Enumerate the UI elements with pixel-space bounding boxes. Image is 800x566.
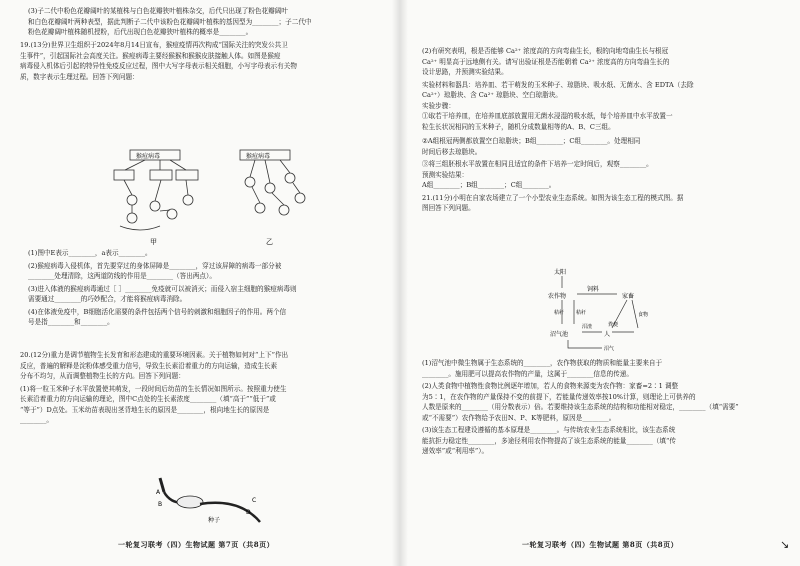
q18-part3: (3)子二代中粉色花瓣阔叶的某植株与白色花瓣狭叶植株杂交，后代只出现了粉色花瓣阔叶 和白色花瓣阔叶两种表型，据此判断子二代中该粉色花瓣阔叶植株的基因型为________；子二代中 粉色花瓣阔叶植株随机授粉，后代出现白色花瓣狭叶植株的概率是________。 [28, 7, 312, 36]
q19-stem: 19.(13分)世界卫生组织于2024年8月14日宣布，猴痘疫情再次构成“国际关注的突发公共卫 生事件”，引起国际社会高度关注。猴痘病毒主要经猴猴和猴猴皮肤接触人体。如图是猴痘 病毒侵入机体后引起的特异性免疫反应过程，图中大写字母表示相关细胞，小写字母表示有关物 质，数字表示生理过程。回答下列问题： [20, 41, 297, 81]
virus-label-a: 猴痘病毒 [136, 153, 161, 160]
corner-mark-icon: ↘ [780, 538, 790, 551]
immune-diagram [100, 148, 320, 248]
figure-label-b: 乙 [266, 238, 273, 246]
label-residue: 沼渣 [582, 324, 593, 330]
q19-questions: (1)图中E表示________，a表示________。 (2)猴痘病毒入侵机体，首先要穿过的身体屏障是________，穿过该屏障的病毒一部分被 ________处理清除，这两道防线的作用是________（答出两点）。 (3)进入体液的猴痘病毒通过［ ］________免疫就可以被消灭；而侵入宿主细胞的猴痘病毒则 需要通过________的巧妙配合，才能将猴痘病毒消除。 (4)在体液免疫中，B细胞活化需要的条件包括两个信号的刺激和细胞因子的作用。两个信 号是指________和________。 [28, 249, 297, 326]
svg-text:C: C [252, 497, 257, 504]
svg-text:种子: 种子 [208, 517, 221, 524]
label-biogas: 沼气 [604, 346, 615, 352]
label-straw-2: 秸秆 [576, 310, 587, 316]
q21-questions: (1)沼气池中微生物属于生态系统的________，农作物获取的物质和能量主要来自于 ________。施用肥可以提高农作物的产量，这属于________信息的传递。 (2)人类食物中植物性食物比例逐年增加，若人的食物来源变为农作物：家畜=2∶1 调整 为5∶1，在农作物的产量保持不变的前提下，若能量传递效率按10%计算，则理论上可供养的 人数是原来的________（用分数表示）倍。若要维持该生态系统的结构和功能相对稳定，________（填“需要” 或“不需要”）农作物给予农田N、P、K等肥料，原因是________。 (3)该生态工程建设遵循的基本原理是________。与传统农业生态系统相比，该生态系统 能抗拒力稳定性________，多途径利用农作物提高了该生态系统的能量________（填“传 递效率”或“利用率”）。 [422, 359, 739, 455]
right-page [400, 0, 800, 566]
footer-page-8: 一轮复习联考（四）生物试题 第8页（共8页） [522, 540, 679, 549]
footer-page-7: 一轮复习联考（四）生物试题 第7页（共8页） [118, 540, 275, 549]
svg-text:B: B [158, 501, 163, 508]
q20-part2: (2)有研究表明，根是否能够 Ca²⁺ 浓度高的方向弯曲生长，根的向地弯曲生长与根冠 Ca²⁺ 明显高于远地侧有关。请写出验证根是否能朝着 Ca²⁺ 浓度高的方向弯曲生长的 设计思路，并预测实验结果。 实验材料和器具：培养皿、若干萌发的玉米种子、琼脂块、吸水纸、无菌水、含 EDTA（去除 Ca²⁺）琼脂块、含 Ca²⁺ 琼脂块、空白琼脂块。 实验步骤： ①取若干培养皿，在培养皿底部放置用无菌水浸湿的吸水纸，每个培养皿中水平放置一 粒生长状况相同的玉米种子，随机分成数量相等的A、B、C三组。 ②A组根冠两侧都放置空白琼脂块；B组________；C组________。处理相同 时间后移去琼脂块。 ③将三组胚根水平放置在相同且适宜的条件下培养一定时间后，观察________。 预测实验结果： A组________；B组________；C组________。 21.(11分)小明在自家农场建立了一个小型农业生态系统。如图为该生态工程的模式图。据 图回答下列问题。 [422, 47, 694, 212]
label-sun: 太阳 [554, 269, 567, 276]
svg-text:A: A [156, 489, 161, 496]
svg-text:D: D [246, 509, 251, 516]
label-pool: 沼气池 [550, 331, 569, 338]
label-feed: 饲料 [587, 286, 600, 293]
ecosystem-diagram [542, 266, 672, 352]
label-food: 食物 [638, 312, 649, 318]
seed-shape [177, 496, 203, 508]
label-straw-1: 秸秆 [554, 310, 565, 316]
seedling-figure [150, 472, 280, 534]
label-livestock: 家畜 [622, 293, 635, 300]
label-crop: 农作物 [548, 293, 567, 300]
q20: 20.(12分)重力是调节植物生长发育和形态建成的重要环境因素。关于植物如何对“上下”作出 反应，普遍的解释是淀粉体感受重力信号，导致生长素沿着重力的方向运输，造成生长素 分布不均匀，从而调整植物生长的方向。回答下列问题： (1)将一粒玉米种子水平放置使其萌发，一段时间后幼苗的生长情况如图所示。按照重力使生 长素沿着重力的方向运输的理论，图中C点处的生长素浓度________（填“高于”“低于”或 “等于”）D点处。玉米幼苗表现出茎背地生长的原因是________，根向地生长的原因是 ________。 [20, 351, 289, 424]
figure-label-a: 甲 [150, 238, 157, 246]
virus-label-b: 猴痘病毒 [246, 153, 271, 160]
label-dung: 粪便 [608, 322, 619, 328]
label-people: 人 [604, 331, 611, 338]
